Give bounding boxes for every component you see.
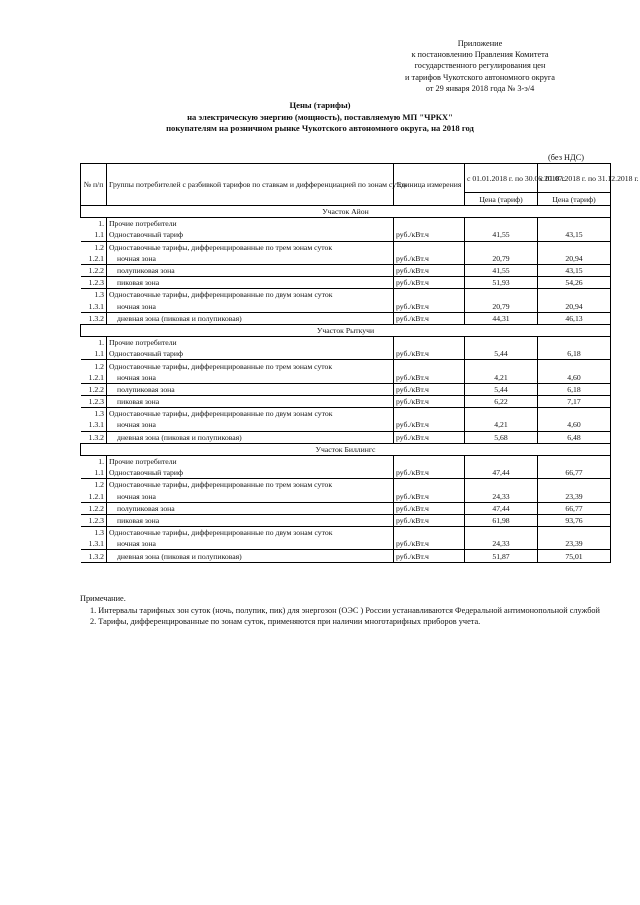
row-value-1 [465, 218, 538, 230]
row-value-1: 47,44 [465, 467, 538, 479]
row-label: полупиковая зона [107, 383, 394, 395]
row-value-2: 4,60 [538, 419, 611, 431]
row-number: 1.2.3 [81, 277, 107, 289]
row-label: дневная зона (пиковая и полупиковая) [107, 550, 394, 562]
row-value-2 [538, 455, 611, 467]
appendix-line: от 29 января 2018 года № 3-э/4 [425, 83, 535, 93]
table-row [81, 372, 611, 384]
row-value-2: 23,39 [538, 491, 611, 503]
row-value-2: 4,60 [538, 372, 611, 384]
section-title: Участок Айон [81, 206, 611, 218]
title-line: Цены (тарифы) [289, 100, 351, 110]
header-groups: Группы потребителей с разбивкой тарифов по ставкам и дифференциацией по зонам суток [107, 164, 394, 206]
row-value-1 [465, 289, 538, 301]
table-row [81, 502, 611, 514]
row-number: 1.2.3 [81, 514, 107, 526]
row-label: Прочие потребители [109, 219, 177, 229]
notes-heading: Примечание. [80, 594, 126, 603]
row-value-2: 23,39 [538, 538, 611, 550]
row-value-1: 20,79 [465, 253, 538, 265]
row-label: полупиковая зона [107, 264, 394, 276]
row-unit: руб./кВт.ч [394, 431, 465, 443]
row-value-2 [538, 289, 611, 301]
row-value-1: 24,33 [465, 538, 538, 550]
row-unit: руб./кВт.ч [394, 348, 465, 360]
row-unit: руб./кВт.ч [394, 253, 465, 265]
appendix-block [370, 38, 590, 94]
row-unit [394, 527, 465, 539]
row-number: 1.2 [81, 479, 107, 491]
row-number: 1.2.1 [81, 372, 107, 384]
row-value-2 [538, 360, 611, 372]
row-unit: руб./кВт.ч [394, 538, 465, 550]
row-value-2: 46,13 [538, 312, 611, 324]
row-value-2: 20,94 [538, 253, 611, 265]
table-row [81, 419, 611, 431]
row-value-2 [538, 527, 611, 539]
row-unit: руб./кВт.ч [394, 277, 465, 289]
appendix-line: государственного регулирования цен [414, 61, 546, 71]
row-value-1: 51,93 [465, 277, 538, 289]
row-number: 1.3.2 [81, 312, 107, 324]
row-label: дневная зона (пиковая и полупиковая) [107, 431, 394, 443]
appendix-line: Приложение [457, 39, 503, 48]
note-item: 1. Интервалы тарифных зон суток (ночь, полупик, пик) для энергозон (ОЭС ) России устанавливаются Федеральной антимонопольной службой [90, 605, 601, 615]
table-row [81, 312, 611, 324]
row-unit: руб./кВт.ч [394, 491, 465, 503]
row-value-1: 41,55 [465, 264, 538, 276]
row-label: Одноставочные тарифы, дифференцированные по трем зонам суток [109, 242, 333, 252]
header-num: № п/п [81, 164, 107, 206]
title-line: на электрическую энергию (мощность), поставляемую МП "ЧРКХ" [187, 111, 453, 122]
row-value-2: 20,94 [538, 301, 611, 313]
row-unit: руб./кВт.ч [394, 419, 465, 431]
row-value-2: 54,26 [538, 277, 611, 289]
row-label: дневная зона (пиковая и полупиковая) [107, 312, 394, 324]
row-number: 1.3 [81, 527, 107, 539]
row-value-2 [538, 218, 611, 230]
table-row [81, 229, 611, 241]
row-number: 1.3 [81, 408, 107, 420]
table-row [81, 253, 611, 265]
row-number: 1.1 [81, 229, 107, 241]
row-unit: руб./кВт.ч [394, 229, 465, 241]
row-value-2: 6,48 [538, 431, 611, 443]
appendix-line: к постановлению Правления Комитета [411, 50, 549, 60]
row-number: 1.3.1 [81, 419, 107, 431]
row-value-2 [538, 408, 611, 420]
row-number: 1.3.2 [81, 431, 107, 443]
header-period-2: с 01.07.2018 г. по 31.12.2018 г. [538, 164, 611, 193]
row-number: 1.2.1 [81, 491, 107, 503]
section-title: Участок Рыткучи [81, 324, 611, 336]
table-row [81, 455, 611, 467]
appendix-line: и тарифов Чукотского автономного округа [404, 72, 555, 82]
table-row [81, 527, 611, 539]
row-unit: руб./кВт.ч [394, 372, 465, 384]
row-unit: руб./кВт.ч [394, 467, 465, 479]
row-label: Одноставочные тарифы, дифференцированные по трем зонам суток [109, 480, 333, 490]
row-value-1: 41,55 [465, 229, 538, 241]
row-value-1 [465, 479, 538, 491]
row-value-2: 43,15 [538, 264, 611, 276]
row-value-1: 6,22 [465, 396, 538, 408]
table-row [81, 264, 611, 276]
row-value-1: 4,21 [465, 419, 538, 431]
row-value-1 [465, 337, 538, 349]
row-number: 1.3.1 [81, 301, 107, 313]
table-row [81, 396, 611, 408]
table-row [81, 550, 611, 562]
table-row [81, 383, 611, 395]
row-unit: руб./кВт.ч [394, 502, 465, 514]
row-unit: руб./кВт.ч [394, 514, 465, 526]
table-row [81, 514, 611, 526]
row-unit: руб./кВт.ч [394, 383, 465, 395]
row-label: пиковая зона [107, 277, 394, 289]
table-row [81, 241, 611, 253]
row-value-1: 20,79 [465, 301, 538, 313]
row-label: полупиковая зона [107, 502, 394, 514]
row-label: Прочие потребители [109, 457, 177, 467]
row-value-1: 51,87 [465, 550, 538, 562]
row-label: Одноставочный тариф [107, 348, 394, 360]
row-number: 1.3.2 [81, 550, 107, 562]
row-value-2: 6,18 [538, 383, 611, 395]
row-value-1 [465, 408, 538, 420]
row-unit [394, 408, 465, 420]
row-value-1: 4,21 [465, 372, 538, 384]
row-value-2: 66,77 [538, 467, 611, 479]
row-value-1: 47,44 [465, 502, 538, 514]
row-value-2: 93,76 [538, 514, 611, 526]
row-label: ночная зона [107, 419, 394, 431]
row-number: 1. [81, 337, 107, 349]
row-label: ночная зона [107, 253, 394, 265]
table-row [81, 491, 611, 503]
row-value-1: 5,44 [465, 383, 538, 395]
row-value-2: 75,01 [538, 550, 611, 562]
row-value-2 [538, 337, 611, 349]
row-label: Одноставочные тарифы, дифференцированные по двум зонам суток [109, 528, 333, 538]
row-number: 1.2.3 [81, 396, 107, 408]
row-value-2: 66,77 [538, 502, 611, 514]
tariff-table [80, 163, 639, 563]
section-title: Участок Биллингс [81, 443, 611, 455]
row-label: ночная зона [107, 372, 394, 384]
header-price-2: Цена (тариф) [538, 193, 611, 206]
row-label: Одноставочные тарифы, дифференцированные по двум зонам суток [109, 409, 333, 419]
row-value-1 [465, 360, 538, 372]
row-label: Одноставочный тариф [107, 467, 394, 479]
row-number: 1.2 [81, 360, 107, 372]
table-row [81, 479, 611, 491]
row-number: 1.2.2 [81, 264, 107, 276]
row-label: пиковая зона [107, 514, 394, 526]
row-unit: руб./кВт.ч [394, 550, 465, 562]
row-value-2: 6,18 [538, 348, 611, 360]
row-unit: руб./кВт.ч [394, 396, 465, 408]
row-unit: руб./кВт.ч [394, 301, 465, 313]
table-header-row [81, 164, 611, 193]
row-value-1: 5,68 [465, 431, 538, 443]
section-row [81, 324, 611, 336]
row-value-1: 5,44 [465, 348, 538, 360]
row-label: Одноставочные тарифы, дифференцированные по трем зонам суток [109, 361, 333, 371]
row-unit: руб./кВт.ч [394, 312, 465, 324]
row-number: 1.1 [81, 467, 107, 479]
row-value-1: 61,98 [465, 514, 538, 526]
table-row [81, 277, 611, 289]
section-row [81, 206, 611, 218]
row-unit [394, 479, 465, 491]
row-unit [394, 360, 465, 372]
title-line: покупателям на розничном рынке Чукотского автономного округа, на 2018 год [166, 123, 474, 133]
header-price-1: Цена (тариф) [465, 193, 538, 206]
row-number: 1. [81, 455, 107, 467]
row-number: 1.3.1 [81, 538, 107, 550]
row-number: 1.2.2 [81, 383, 107, 395]
table-row [81, 538, 611, 550]
table-row [81, 348, 611, 360]
row-number: 1. [81, 218, 107, 230]
row-value-1 [465, 527, 538, 539]
row-unit [394, 455, 465, 467]
note-item: 2. Тарифы, дифференцированные по зонам суток, применяются при наличии многотарифных приборов учета. [90, 617, 481, 626]
row-number: 1.3 [81, 289, 107, 301]
table-row [81, 360, 611, 372]
table-row [81, 467, 611, 479]
row-value-1 [465, 241, 538, 253]
notes-block [80, 593, 600, 628]
row-value-2: 43,15 [538, 229, 611, 241]
row-number: 1.2.1 [81, 253, 107, 265]
row-label: ночная зона [107, 491, 394, 503]
header-period-1: с 01.01.2018 г. по 30.06.2018 г. [465, 164, 538, 193]
row-label: Одноставочный тариф [107, 229, 394, 241]
document-title [60, 100, 580, 135]
row-value-1: 44,31 [465, 312, 538, 324]
row-value-2 [538, 479, 611, 491]
row-label: ночная зона [107, 538, 394, 550]
section-row [81, 443, 611, 455]
row-label: ночная зона [107, 301, 394, 313]
row-number: 1.2 [81, 241, 107, 253]
row-value-1 [465, 455, 538, 467]
row-unit [394, 289, 465, 301]
row-number: 1.1 [81, 348, 107, 360]
table-row [81, 408, 611, 420]
row-unit [394, 241, 465, 253]
row-number: 1.2.2 [81, 502, 107, 514]
table-row [81, 431, 611, 443]
row-unit [394, 218, 465, 230]
table-row [81, 337, 611, 349]
row-label: Одноставочные тарифы, дифференцированные по двум зонам суток [109, 290, 333, 300]
row-value-2: 7,17 [538, 396, 611, 408]
table-row [81, 301, 611, 313]
row-label: Прочие потребители [109, 338, 177, 348]
table-row [81, 218, 611, 230]
row-unit: руб./кВт.ч [394, 264, 465, 276]
vat-note: (без НДС) [548, 153, 584, 162]
row-label: пиковая зона [107, 396, 394, 408]
row-unit [394, 337, 465, 349]
table-row [81, 289, 611, 301]
row-value-1: 24,33 [465, 491, 538, 503]
row-value-2 [538, 241, 611, 253]
header-unit: Единица измерения [394, 164, 465, 206]
